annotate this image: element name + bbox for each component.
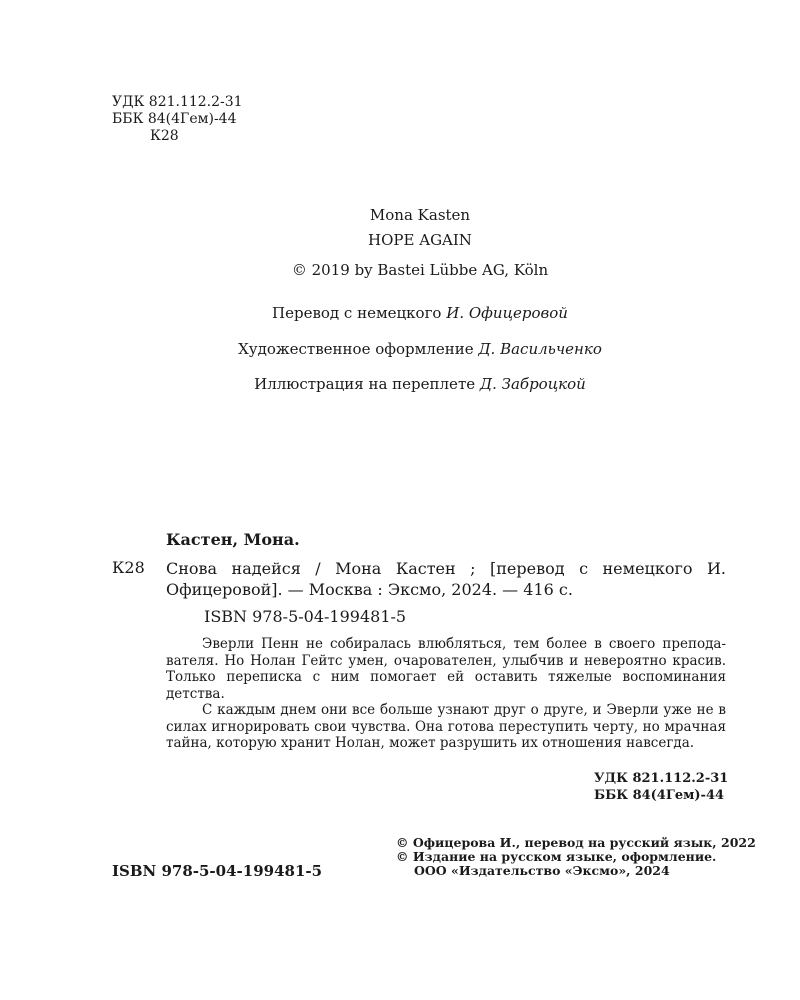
author-mark: К28 [150, 128, 179, 144]
credit-translation [0, 304, 800, 322]
udk-code: УДК 821.112.2-31 [112, 94, 243, 110]
credit-role: Художественное оформление [238, 340, 474, 358]
original-title: HOPE AGAIN [368, 231, 472, 249]
annotation [166, 636, 726, 752]
credit-person: Д. Васильченко [478, 340, 602, 358]
author-mark-bib: К28 [112, 558, 145, 577]
annotation-paragraph: С каждым днем они все больше узнают друг о друге, и Эверли уже не в силах игнорировать свои чувства. Она готова переступить черту, но мрачная тайна, которую хранит Нолан, может разрушить их отношения навсегда. [166, 702, 726, 751]
credit-design [0, 340, 800, 358]
bbk-code: ББК 84(4Гем)-44 [594, 788, 725, 803]
udk-code: УДК 821.112.2-31 [594, 771, 729, 786]
copyright-line: ООО «Издательство «Эксмо», 2024 [414, 863, 670, 878]
credit-person: И. Офицеровой [446, 304, 568, 322]
original-author: Mona Kasten [369, 206, 471, 224]
copyright-block [396, 836, 756, 878]
classification-codes-top [112, 94, 243, 145]
isbn-bib: ISBN 978-5-04-199481-5 [204, 607, 407, 626]
classification-codes-bottom [594, 770, 728, 804]
credit-illustration [0, 375, 800, 393]
copyright-line: © Офицерова И., перевод на русский язык, 2022 [396, 835, 756, 850]
author-heading: Кастен, Мона. [166, 530, 300, 549]
credit-role: Перевод с немецкого [272, 304, 442, 322]
isbn-main: ISBN 978-5-04-199481-5 [112, 862, 323, 880]
original-copyright: © 2019 by Bastei Lübbe AG, Köln [291, 261, 549, 279]
bibliographic-description: Снова надейся / Мона Кастен ; [перевод с немецкого И. Офицеровой]. — Москва : Эксмо, 2024. — 416 с. [166, 559, 726, 599]
credit-person: Д. Заброцкой [479, 375, 586, 393]
credit-role: Иллюстрация на переплете [254, 375, 476, 393]
bbk-code: ББК 84(4Гем)-44 [112, 111, 237, 127]
copyright-line: © Издание на русском языке, оформление. [396, 849, 717, 864]
annotation-paragraph: Эверли Пенн не собиралась влюбляться, тем более в своего преподавателя. Но Нолан Гейтс умен, очарователен, улыбчив и невероятно красив. Только переписка с ним помогает ей оставить тяжелые воспоминания детства. [166, 636, 726, 702]
